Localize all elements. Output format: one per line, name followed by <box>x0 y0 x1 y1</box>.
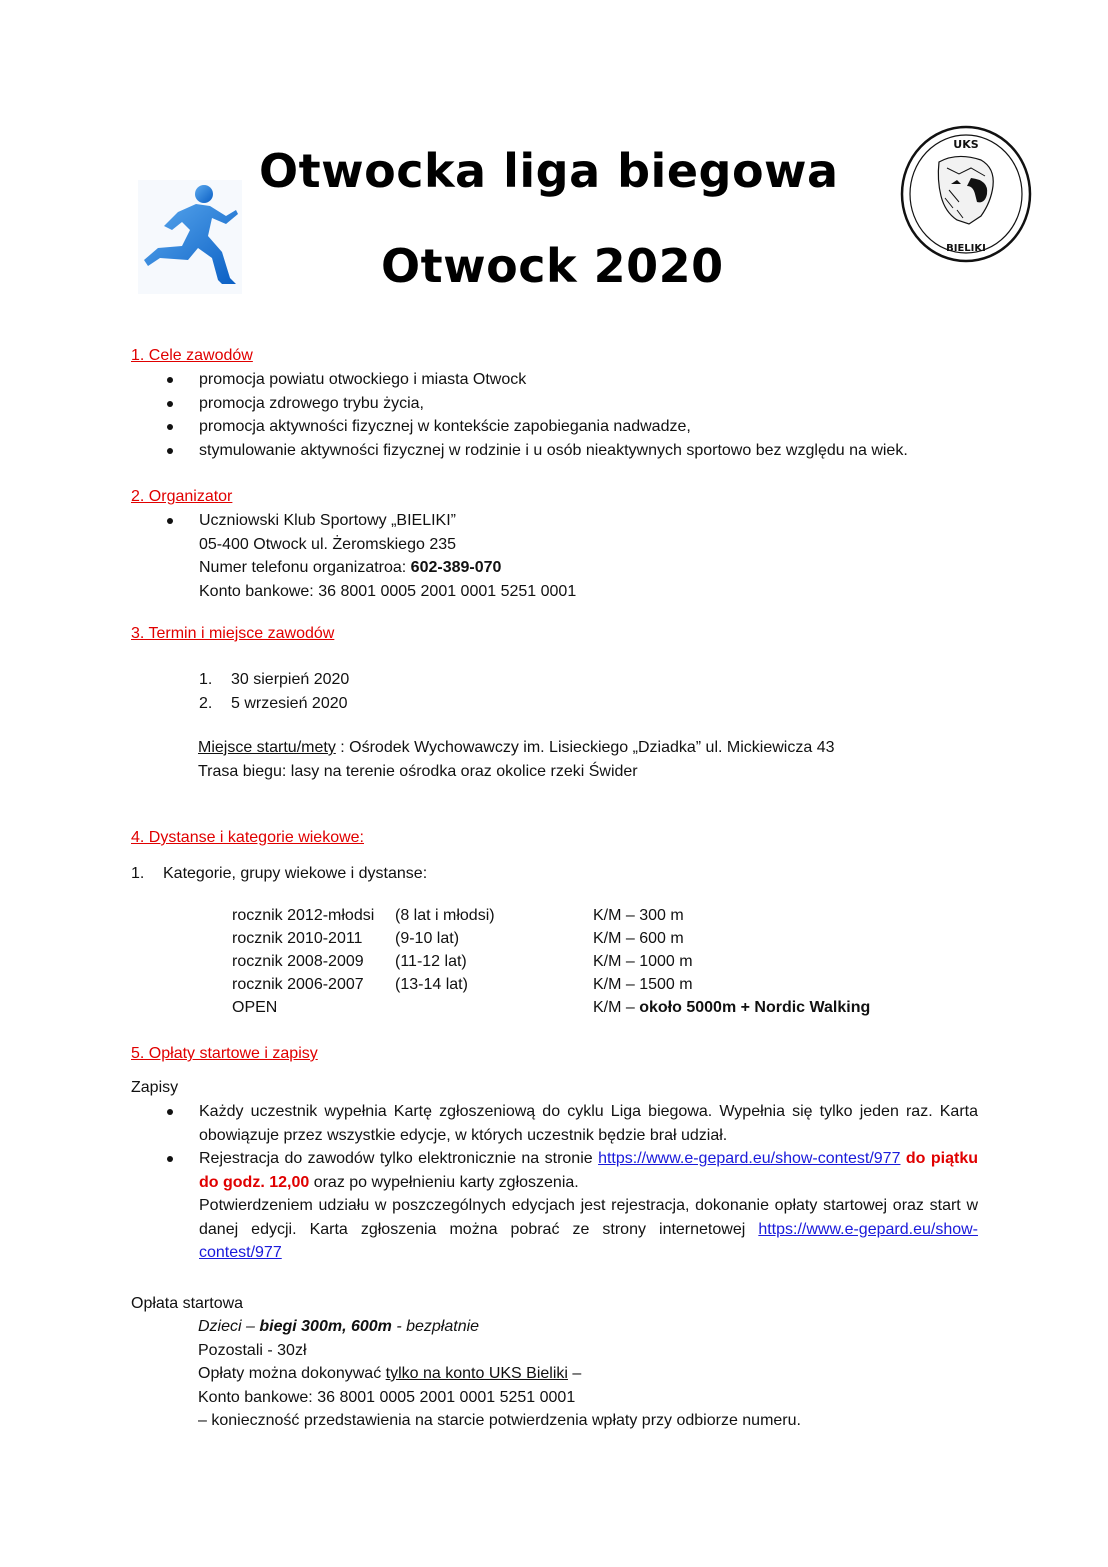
table-row: rocznik 2008-2009 (11-12 lat) K/M – 1000 m <box>232 953 693 970</box>
bullet-icon <box>167 377 173 383</box>
section-4-heading: 4. Dystanse i kategorie wiekowe: <box>131 829 364 846</box>
fee-bank-account: Konto bankowe: 36 8001 0005 2001 0001 5251 0001 <box>198 1388 576 1406</box>
club-name: Uczniowski Klub Sportowy „BIELIKI” <box>199 512 456 529</box>
list-item: stymulowanie aktywności fizycznej w rodzinie i u osób nieaktywnych sportowo bez względu na wiek. <box>131 439 908 463</box>
place-info <box>198 736 834 783</box>
list-item: promocja zdrowego trybu życia, <box>131 392 908 416</box>
route-description: Trasa biegu: lasy na terenie ośrodka oraz okolice rzeki Świder <box>198 762 638 780</box>
fee-note: – konieczność przedstawienia na starcie potwierdzenia wpłaty przy odbiorze numeru. <box>198 1412 801 1429</box>
list-item <box>131 509 576 603</box>
bullet-icon <box>167 1156 173 1162</box>
fee-kids: Dzieci – biegi 300m, 600m - bezpłatnie <box>198 1318 480 1335</box>
section-2-heading: 2. Organizator <box>131 488 233 505</box>
list-item: promocja powiatu otwockiego i miasta Otwock <box>131 368 908 392</box>
club-address: 05-400 Otwock ul. Żeromskiego 235 <box>199 535 457 553</box>
section-5-list <box>131 1100 978 1265</box>
dates-list <box>199 668 349 715</box>
title-line-1: Otwocka liga biegowa <box>259 144 839 198</box>
section-5-heading: 5. Opłaty startowe i zapisy <box>131 1045 318 1062</box>
bullet-icon <box>167 518 173 524</box>
logo-top-text: UKS <box>953 138 979 151</box>
uks-bieliki-logo <box>899 124 1033 264</box>
start-finish-place: Miejsce startu/mety : Ośrodek Wychowawczy im. Lisieckiego „Dziadka” ul. Mickiewicza 43 <box>198 739 835 756</box>
section-1-list <box>131 368 908 462</box>
section-1-heading: 1. Cele zawodów <box>131 347 253 364</box>
table-row: rocznik 2012-młodsi (8 lat i młodsi) K/M – 300 m <box>232 907 684 924</box>
fee-label: Opłata startowa <box>131 1295 244 1312</box>
list-item: 1. 30 sierpień 2020 <box>199 671 350 688</box>
runner-icon <box>138 180 242 294</box>
bullet-icon <box>167 401 173 407</box>
list-item: promocja aktywności fizycznej w kontekście zapobiegania nadwadze, <box>131 415 908 439</box>
fee-details <box>198 1315 801 1433</box>
bullet-icon <box>167 424 173 430</box>
table-row: rocznik 2010-2011 (9-10 lat) K/M – 600 m <box>232 930 684 947</box>
categories-table <box>232 907 870 1022</box>
fee-payment-method: Opłaty można dokonywać tylko na konto UKS Bieliki – <box>198 1365 582 1382</box>
bullet-icon <box>167 448 173 454</box>
zapisy-label: Zapisy <box>131 1079 179 1096</box>
registration-link[interactable]: https://www.e-gepard.eu/show-contest/977 <box>598 1150 901 1167</box>
logo-bottom-text: BIELIKI <box>946 243 986 254</box>
categories-intro: 1. Kategorie, grupy wiekowe i dystanse: <box>131 865 428 882</box>
confirmation-text: Potwierdzeniem udziału w poszczególnych edycjach jest rejestracja, dokonanie opłaty startowej oraz start w danej edycji. Karta zgłoszenia można pobrać ze strony internetowej https://www.e-gepard.eu/show-contest/977 <box>199 1197 978 1261</box>
form-download-link[interactable]: https://www.e-gepard.eu/show-contest/977 <box>199 1220 978 1261</box>
table-row: OPEN K/M – około 5000m + Nordic Walking <box>232 999 871 1016</box>
list-item: Rejestracja do zawodów tylko elektronicznie na stronie https://www.e-gepard.eu/show-contest/977 do piątku do godz. 12,00 oraz po wypełnieniu karty zgłoszenia. Potwierdzeniem udziału w poszczególnych edycjach jest rejestracja, dokonanie opłaty startowej oraz start w danej edycji. Karta zgłoszenia można pobrać ze strony internetowej https://www.e-gepard.eu/show-contest/977 <box>131 1147 978 1265</box>
list-item: Każdy uczestnik wypełnia Kartę zgłoszeniową do cyklu Liga biegowa. Wypełnia się tylko jeden raz. Karta obowiązuje przez wszystkie edycje, w których uczestnik będzie brał udział. <box>131 1100 978 1147</box>
table-row: rocznik 2006-2007 (13-14 lat) K/M – 1500 m <box>232 976 693 993</box>
bullet-icon <box>167 1109 173 1115</box>
section-2-list <box>131 509 576 603</box>
club-bank-account: Konto bankowe: 36 8001 0005 2001 0001 5251 0001 <box>199 582 577 600</box>
list-item: 2. 5 wrzesień 2020 <box>199 694 348 712</box>
deadline-text: do piątku do godz. 12,00 <box>199 1150 978 1191</box>
fee-others: Pozostali - 30zł <box>198 1341 307 1359</box>
club-phone: Numer telefonu organizatroa: 602-389-070 <box>199 559 502 576</box>
section-3-heading: 3. Termin i miejsce zawodów <box>131 625 335 642</box>
title-line-2: Otwock 2020 <box>381 239 724 293</box>
